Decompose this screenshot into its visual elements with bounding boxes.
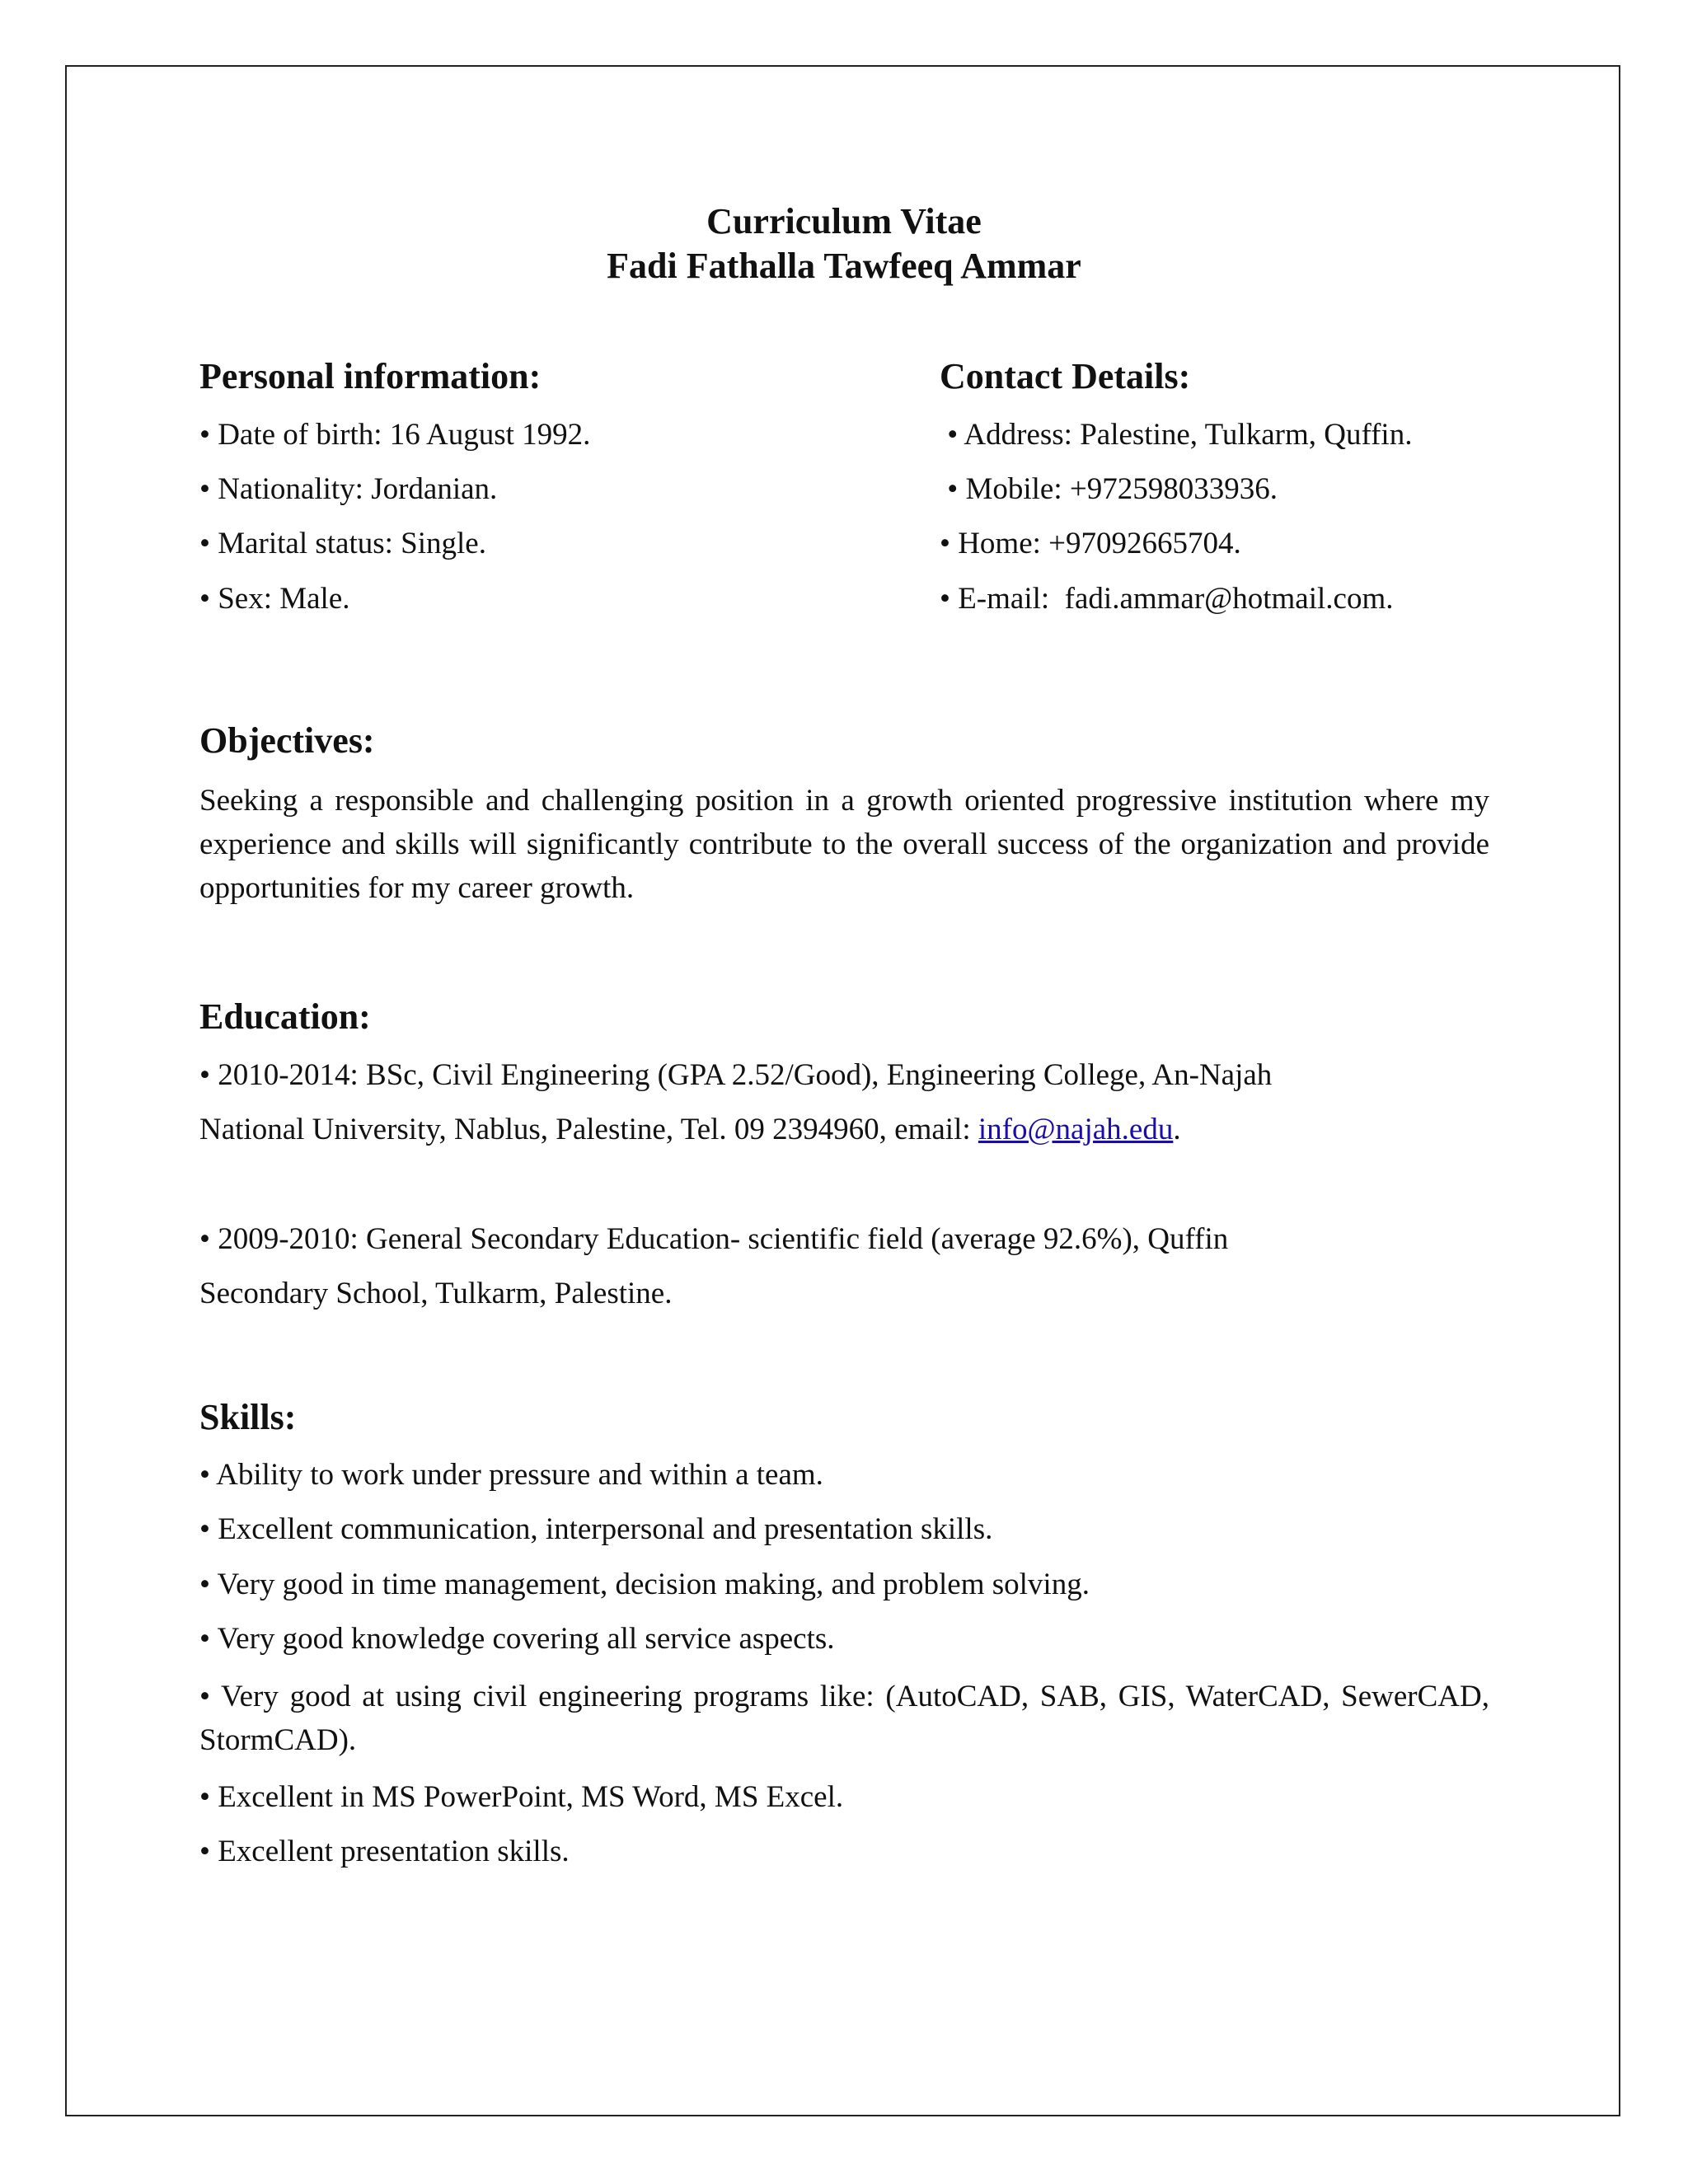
personal-info-heading: Personal information: xyxy=(199,356,542,396)
contact-email: • E-mail: fadi.ammar@hotmail.com. xyxy=(940,582,1394,616)
skills-heading: Skills: xyxy=(199,1397,297,1437)
contact-mobile: • Mobile: +972598033936. xyxy=(940,472,1278,506)
education-item-1-line-2 xyxy=(199,1111,1181,1149)
skill-item-6: • Excellent in MS PowerPoint, MS Word, MS Excel. xyxy=(199,1780,844,1814)
person-name: Fadi Fathalla Tawfeeq Ammar xyxy=(607,246,1081,286)
skill-item-2: • Excellent communication, interpersonal and presentation skills. xyxy=(199,1512,993,1546)
personal-marital-status: • Marital status: Single. xyxy=(199,527,486,560)
skill-item-3: • Very good in time management, decision making, and problem solving. xyxy=(199,1568,1090,1601)
contact-home: • Home: +97092665704. xyxy=(940,527,1241,560)
skill-item-7: • Excellent presentation skills. xyxy=(199,1835,570,1868)
personal-dob: • Date of birth: 16 August 1992. xyxy=(199,418,591,452)
contact-address: • Address: Palestine, Tulkarm, Quffin. xyxy=(940,418,1413,452)
skill-item-1: • Ability to work under pressure and within a team. xyxy=(199,1458,823,1492)
education-item-1-line-1: • 2010-2014: BSc, Civil Engineering (GPA 2.52/Good), Engineering College, An-Najah xyxy=(199,1058,1273,1092)
education-heading: Education: xyxy=(199,996,371,1037)
skill-item-5: • Very good at using civil engineering programs like: (AutoCAD, SAB, GIS, WaterCAD, SewerCAD, StormCAD). xyxy=(199,1680,1489,1757)
education-item-2-line-1: • 2009-2010: General Secondary Education- scientific field (average 92.6%), Quffin xyxy=(199,1222,1229,1256)
objectives-text: Seeking a responsible and challenging position in a growth oriented progressive institution where my experience and skills will significantly contribute to the overall success of the organization and provide opportunities for my career growth. xyxy=(199,784,1489,905)
personal-sex: • Sex: Male. xyxy=(199,582,350,616)
education-item-1-text: National University, Nablus, Palestine, Tel. 09 2394960, email: xyxy=(199,1113,978,1146)
najah-email-link[interactable]: info@najah.edu xyxy=(978,1113,1174,1146)
education-item-1-suffix: . xyxy=(1173,1113,1181,1146)
contact-details-heading: Contact Details: xyxy=(940,356,1191,396)
objectives-heading: Objectives: xyxy=(199,720,375,761)
skill-item-4: • Very good knowledge covering all service aspects. xyxy=(199,1622,835,1656)
document-title: Curriculum Vitae xyxy=(706,201,982,241)
education-item-2-line-2: Secondary School, Tulkarm, Palestine. xyxy=(199,1277,673,1310)
personal-nationality: • Nationality: Jordanian. xyxy=(199,472,498,506)
